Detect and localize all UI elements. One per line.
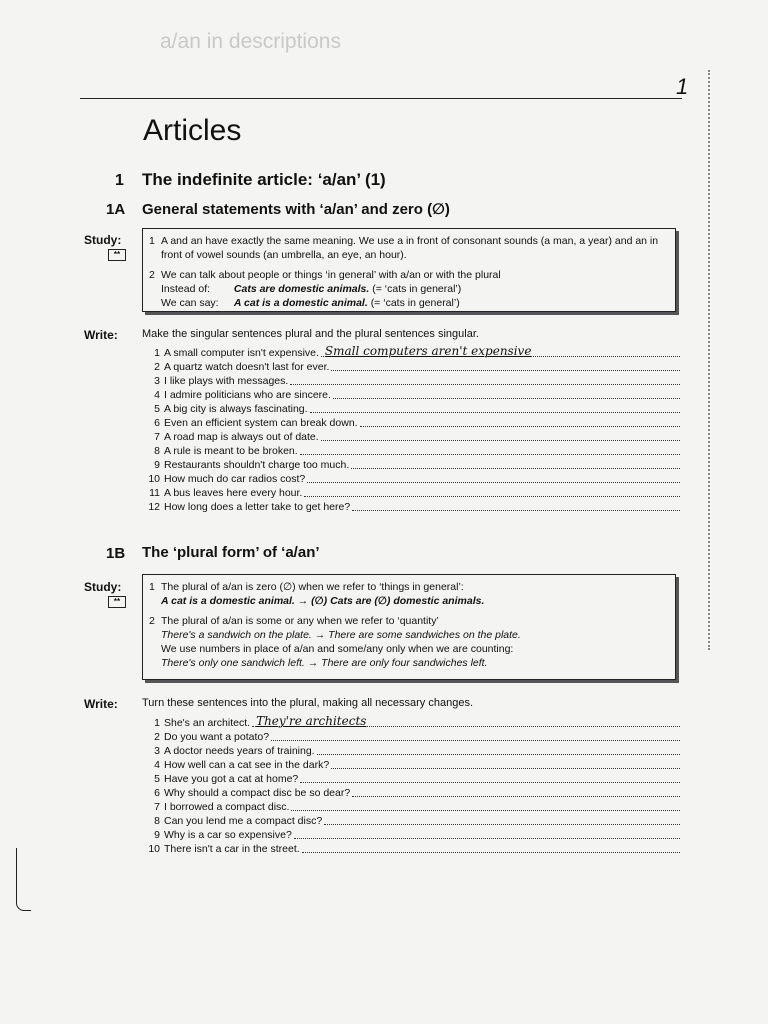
list-item: 9 Why is a car so expensive?	[140, 828, 680, 842]
answer-line[interactable]	[333, 388, 680, 399]
subsection-number-1a: 1A	[106, 201, 126, 218]
bleed-through-header: a/an in descriptions	[160, 30, 341, 53]
scan-edge-marks	[708, 70, 718, 650]
page-number: 1	[676, 74, 689, 99]
handwritten-answer: They're architects	[256, 714, 367, 728]
study-star-icon: **	[108, 249, 126, 261]
list-item: 9 Restaurants shouldn't charge too much.	[140, 458, 680, 472]
study-point: 1 A and an have exactly the same meaning. We use a in front of consonant sounds (a man, a year) and an in front of vowel sounds (an umbrella, an eye, an hour).	[149, 235, 659, 261]
instruction-1a: Make the singular sentences plural and the plural sentences singular.	[142, 328, 479, 340]
answer-line[interactable]	[252, 716, 680, 727]
study-label-1a: Study:	[84, 233, 122, 247]
study-star-icon: **	[108, 596, 126, 608]
section-number: 1	[115, 172, 124, 189]
study-label-1b: Study:	[84, 580, 122, 594]
answer-line[interactable]	[307, 472, 680, 483]
list-item: 2 Do you want a potato?	[140, 730, 680, 744]
section-title: The indefinite article: ‘a/an’ (1)	[142, 170, 386, 189]
list-item: 10 There isn't a car in the street.	[140, 842, 680, 856]
handwritten-answer: Small computers aren't expensive	[324, 344, 532, 358]
margin-pen-mark	[16, 848, 31, 911]
answer-line[interactable]	[352, 500, 680, 511]
page-title: Articles	[143, 114, 242, 147]
list-item: 4 I admire politicians who are sincere.	[140, 388, 680, 402]
answer-line[interactable]	[352, 786, 680, 797]
list-item: 11 A bus leaves here every hour.	[140, 486, 680, 500]
write-label-1a: Write:	[84, 328, 118, 342]
write-label-1b: Write:	[84, 697, 118, 711]
list-item: 1 She's an architect. They're architects	[140, 716, 680, 730]
list-item: 5 A big city is always fascinating.	[140, 402, 680, 416]
study-box-1b	[142, 574, 676, 680]
list-item: 3 I like plays with messages.	[140, 374, 680, 388]
study-point: 2 We can talk about people or things ‘in general’ with a/an or with the plural Instead of: Cats are domestic animals. (= ‘cats in general’) We can say: A cat is a domestic animal. (= ‘cats in general’)	[149, 268, 669, 310]
answer-line[interactable]	[351, 458, 680, 469]
instruction-1b: Turn these sentences into the plural, making all necessary changes.	[142, 697, 473, 709]
example-line: We can say: A cat is a domestic animal. (= ‘cats in general’)	[161, 297, 460, 309]
answer-line[interactable]	[331, 758, 680, 769]
list-item: 8 A rule is meant to be broken.	[140, 444, 680, 458]
list-item: 7 I borrowed a compact disc.	[140, 800, 680, 814]
list-item: 2 A quartz watch doesn't last for ever.	[140, 360, 680, 374]
subsection-title-1b: The ‘plural form’ of ‘a/an’	[142, 544, 320, 561]
answer-line[interactable]	[317, 744, 680, 755]
answer-line[interactable]	[291, 800, 680, 811]
list-item: 8 Can you lend me a compact disc?	[140, 814, 680, 828]
list-item: 12 How long does a letter take to get here?	[140, 500, 680, 514]
list-item: 5 Have you got a cat at home?	[140, 772, 680, 786]
answer-line[interactable]	[290, 374, 680, 385]
answer-line[interactable]	[310, 402, 680, 413]
answer-line[interactable]	[300, 444, 680, 455]
exercise-list-1b	[140, 716, 680, 856]
study-box-1a	[142, 228, 676, 312]
exercise-list-1a	[140, 346, 680, 514]
list-item: 6 Why should a compact disc be so dear?	[140, 786, 680, 800]
answer-line[interactable]	[331, 360, 680, 371]
list-item: 3 A doctor needs years of training.	[140, 744, 680, 758]
answer-line[interactable]	[321, 430, 680, 441]
example-line: Instead of: Cats are domestic animals. (= ‘cats in general’)	[161, 283, 462, 295]
answer-line[interactable]	[294, 828, 680, 839]
list-item: 10 How much do car radios cost?	[140, 472, 680, 486]
answer-line[interactable]	[321, 346, 680, 357]
answer-line[interactable]	[271, 730, 680, 741]
study-point: 2 The plural of a/an is some or any when we refer to ‘quantity’ There's a sandwich on the plate. → There are some sandwiches on the plate. We use numbers in place of a/an and some/any only when we are counting: There's only one sandwich left. → There are only four sandwiches left.	[149, 615, 521, 669]
answer-line[interactable]	[360, 416, 680, 427]
subsection-title-1a: General statements with ‘a/an’ and zero (∅)	[142, 201, 450, 218]
list-item: 4 How well can a cat see in the dark?	[140, 758, 680, 772]
answer-line[interactable]	[304, 486, 680, 497]
list-item: 6 Even an efficient system can break down.	[140, 416, 680, 430]
top-rule	[80, 98, 682, 99]
list-item: 7 A road map is always out of date.	[140, 430, 680, 444]
subsection-number-1b: 1B	[106, 545, 126, 562]
list-item: 1 A small computer isn't expensive. Small computers aren't expensive	[140, 346, 680, 360]
answer-line[interactable]	[300, 772, 680, 783]
study-point: 1 The plural of a/an is zero (∅) when we refer to ‘things in general’: A cat is a domestic animal. → (∅) Cats are (∅) domestic animals.	[149, 581, 485, 607]
answer-line[interactable]	[324, 814, 680, 825]
answer-line[interactable]	[302, 842, 680, 853]
